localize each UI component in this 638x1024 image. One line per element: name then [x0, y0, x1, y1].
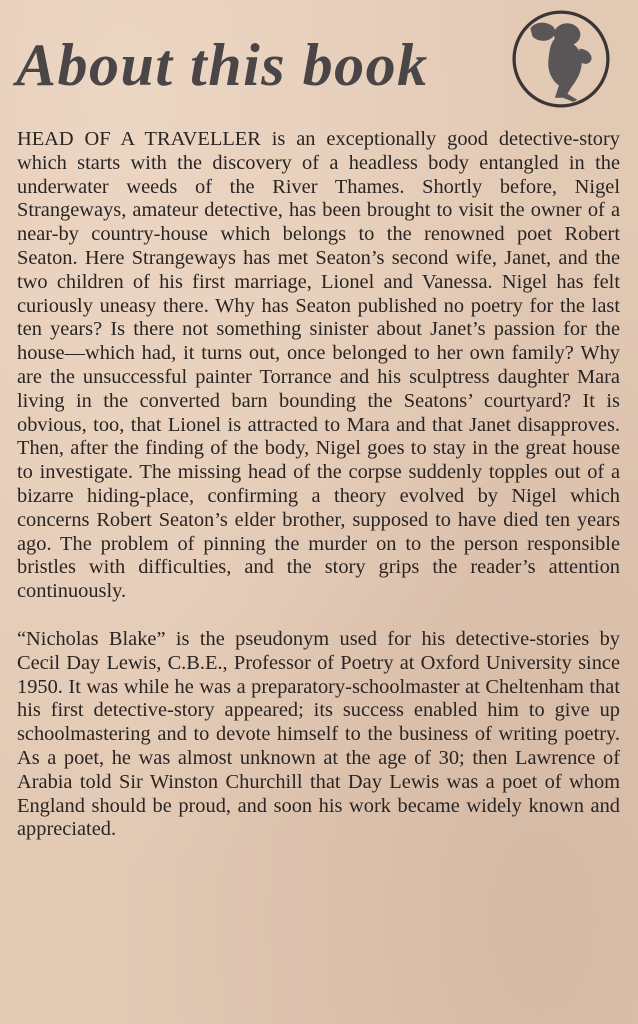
header — [0, 0, 638, 118]
synopsis-paragraph: HEAD OF A TRAVELLER is an exceptionally good detective-story which starts with the discovery of a headless body entangled in the underwater weeds of the River Thames. Shortly before, Nigel Strangeways, amateur detective, has been brought to visit the owner of a near-by country-house which belongs to the renowned poet Robert Seaton. Here Strangeways has met Seaton’s second wife, Janet, and the two children of his first marriage, Lionel and Vanessa. Nigel has felt curiously uneasy there. Why has Seaton published no poetry for the last ten years? Is there not something sinister about Janet’s passion for the house—which had, it turns out, once belonged to her own family? Why are the unsuccessful painter Torrance and his sculptress daughter Mara living in the converted barn bounding the Seatons’ courtyard? It is obvious, too, that Lionel is attracted to Mara and that Janet disapproves. Then, after the finding of the body, Nigel goes to stay in the great house to investigate. The missing head of the corpse suddenly topples out of a bizarre hiding-place, confirming a theory evolved by Nigel which concerns Robert Seaton’s elder brother, supposed to have died ten years ago. The problem of pinning the murder on to the person responsible bristles with difficulties, and the story grips the reader’s attention continuously. — [17, 128, 620, 603]
page-title: About this book — [16, 32, 429, 98]
book-description — [17, 128, 620, 842]
penguin-logo-icon — [510, 8, 612, 110]
author-paragraph: “Nicholas Blake” is the pseudonym used for his detective-stories by Cecil Day Lewis, C.B.E., Professor of Poetry at Oxford University since 1950. It was while he was a preparatory-schoolmaster at Cheltenham that his first detective-story appeared; its success enabled him to give up schoolmastering and to devote himself to the business of writing poetry. As a poet, he was almost unknown at the age of 30; then Lawrence of Arabia told Sir Winston Churchill that Day Lewis was a poet of whom England should be proud, and soon his work became widely known and appreciated. — [17, 627, 620, 841]
